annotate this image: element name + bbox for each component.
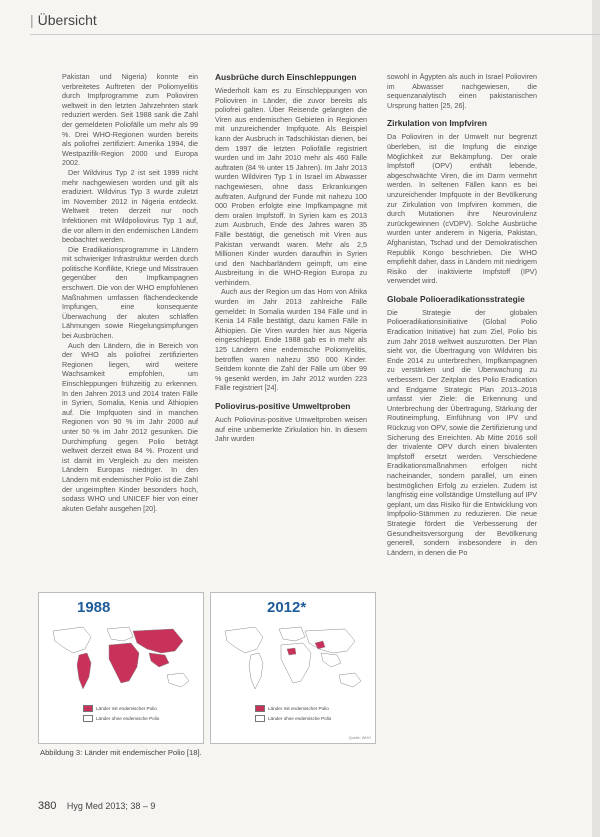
legend-swatch-free <box>255 715 265 722</box>
map-1988 <box>38 592 204 744</box>
map-legend <box>255 705 331 725</box>
paragraph: Der Wildvirus Typ 2 ist seit 1999 nicht mehr nachgewiesen worden und gilt als eradiziert. Wildvirus Typ 3 wurde zuletzt im November 2012 in Nigeria entdeckt. Weltweit treten derzeit nur noch Infektionen mit Wildpoliovirus Typ 1 auf, die vor allem in den endemischen Ländern beobachtet werden. <box>62 167 198 245</box>
paragraph: Auch den Ländern, die in Bereich von der WHO als poliofrei zertifizierten Regionen liegen, wird weitere Wachsamkeit empfohlen, um Einschleppungen frühzeitig zu erkennen. In den Jahren 2013 und 2014 traten Fälle in Syrien, Somalia, Kenia und Äthiopien auf. Die Impfquoten sind in manchen Regionen von 90 % im Jahr 2000 auf unter 50 % im Jahr 2012 gesunken. Die Durchimpfung gegen Polio beträgt weltweit derzeit etwa 84 %. Prozent und ist damit im Vergleich zu den meisten Ländern Europas niedriger. In den Ländern mit endemischer Polio ist die Zahl der ungeimpften Kinder besonders hoch, sodass WHO und UNICEF hier von einer akuten Gefahr ausgehen [20]. <box>62 340 198 513</box>
legend-label-free: Länder ohne endemische Polio <box>96 716 160 721</box>
paragraph: Pakistan und Nigeria) konnte ein verbreitetes Auftreten der Poliomyelitis durch Impfprogramme zum Polioviren weltweit in den letzten Jahrzehnten stark reduziert werden. Seit 1988 sank die Zahl der gemeldeten Poliofälle um mehr als 99 %. Drei WHO-Regionen wurden bereits als poliofrei zertifiziert: Amerika 1994, die Westpazifik-Region 2000 und Europa 2002. <box>62 72 198 168</box>
figure-caption: Abbildung 3: Länder mit endemischer Polio [18]. <box>40 748 202 757</box>
map-year-label: 1988 <box>77 599 111 616</box>
figure-polio-maps <box>38 592 376 742</box>
legend-label-endemic: Länder mit endemischer Polio <box>268 706 329 711</box>
journal-citation: Hyg Med 2013; 38 – 9 <box>66 801 156 811</box>
page-number: 380 <box>38 800 57 812</box>
paragraph: Auch Poliovirus-positive Umweltproben weisen auf eine unbemerkte Zirkulation hin. In diesem Jahr wurden <box>215 415 367 444</box>
section-header: | Übersicht <box>30 12 97 28</box>
world-map-1988 <box>43 619 199 703</box>
paragraph: Wiederholt kam es zu Einschleppungen von Polioviren in Länder, die zuvor bereits als poliofrei galten. Über Reisende gelangten die Viren aus endemischen Gebieten in Regionen mit unzureichender Impfquote. Als Beispiel kann der Ausbruch in Tadschikistan dienen, bei dem 1997 die letzten Poliofälle registriert wurden und im Jahr 2010 mehr als 460 Fälle auftraten (84 % unter 15 Jahren). Im Jahr 2013 wurden Wildviren Typ 1 in Israel im Abwasser nachgewiesen, ohne dass Erkrankungen auftraten. Aufgrund der Funde mit nahezu 100 000 Proben erfolgte eine Impfkampagne mit dem oralen Impfstoff. In Syrien kam es 2013 zum Ausbruch, Ende des Jahres waren 35 Fälle bestätigt, die genetisch mit Viren aus Pakistan verwandt waren. Mehr als 2,5 Millionen Kinder wurden daraufhin in Syrien und den Nachbarländern geimpft, um eine Ausbreitung in die WHO-Region Europa zu verhindern. <box>215 86 367 287</box>
legend-swatch-endemic <box>255 705 265 712</box>
map-year-label: 2012* <box>267 599 307 616</box>
section-heading: Ausbrüche durch Einschleppungen <box>215 72 357 82</box>
header-rule <box>30 34 600 35</box>
paragraph: Auch aus der Region um das Horn von Afrika wurden im Jahr 2013 zahlreiche Fälle gemeldet: In Somalia wurden 194 Fälle und in Kenia 14 Fälle bestätigt, dazu kamen Fälle in Äthiopien. Die Viren wurden hier aus Nigeria eingeschleppt. Ende 1988 gab es in mehr als 125 Ländern eine endemische Poliomyelitis, betroffen waren nahezu 350 000 Kinder. Seitdem konnte die Zahl der Fälle um über 99 % gesenkt werden, im Jahr 2012 wurden 223 Fälle registriert [24]. <box>215 287 367 393</box>
section-heading: Zirkulation von Impfviren <box>387 118 488 129</box>
map-legend <box>83 705 159 725</box>
paragraph: Die Strategie der globalen Polioeradikationsinitiative (Global Polio Eradication Initiative) hat zum Ziel, Polio bis zum Jahr 2018 weltweit auszurotten. Der Plan sieht vor, die Übertragung von Wildviren bis Ende 2014 zu unterbrechen, Impfkampagnen zu verstärken und die Überwachung zu verbessern. Der Zeitplan des Polio Eradication and Endgame Strategic Plan 2013–2018 umfasst vier Ziele: die Erkennung und Unterbrechung der Übertragung, Stärkung der Routineimpfung, Einführung von IPV und Rückzug von OPV, sowie die Zertifizierung und Sicherung des Erreichten. Ab Mitte 2016 soll der trivalente OPV durch einen bivalenten Impfstoff ersetzt werden. Verschiedene Eradikationsmaßnahmen erfolgen nicht nacheinander, sondern parallel, um einen bestmöglichen Erfolg zu erzielen. Zudem ist langfristig eine vollständige Umstellung auf IPV geplant, um das Risiko für die Entwicklung von Impfpolio-Stämmen zu reduzieren. Die neue Strategie fördert die Verbesserung der Gesundheitsversorgung der Bevölkerung generell, sondern insbesondere in den Ländern, in denen die Po <box>387 307 537 557</box>
page-edge-strip <box>592 0 600 837</box>
paragraph: Die Eradikationsprogramme in Ländern mit schwieriger Infrastruktur werden durch politische Konflikte, Kriege und Misstrauen gegenüber den Impfkampagnen erschwert. Die von der WHO empfohlenen Maßnahmen umfassen flächendeckende Impfungen, eine konsequente Überwachung der akuten schlaffen Lähmungen sowie Riegelungsimpfungen bei Ausbrüchen. <box>62 244 198 341</box>
section-heading: Globale Polioeradikationsstrategie <box>387 293 525 304</box>
page-footer <box>38 800 155 812</box>
text-column-3 <box>387 72 537 557</box>
map-2012 <box>210 592 376 744</box>
legend-swatch-free <box>83 715 93 722</box>
section-heading: Poliovirus-positive Umweltproben <box>215 401 351 411</box>
legend-swatch-endemic <box>83 705 93 712</box>
text-column-2 <box>215 72 367 444</box>
legend-label-endemic: Länder mit endemischer Polio <box>96 706 157 711</box>
section-title: Übersicht <box>37 12 97 28</box>
legend-label-free: Länder ohne endemische Polio <box>268 716 332 721</box>
map-source: Quelle: WHO <box>348 736 371 740</box>
text-column-1 <box>62 72 198 513</box>
world-map-2012 <box>215 619 371 703</box>
paragraph: Da Polioviren in der Umwelt nur begrenzt überleben, ist die Impfung die einzige Möglichkeit zur Bekämpfung. Der orale Impfstoff (OPV) enthält lebende, abgeschwächte Viren, die im Darm vermehrt werden. In seltenen Fällen kann es bei unzureichender Impfquote in der Bevölkerung zur Zirkulation von Impfviren kommen, die durch Mutationen ihre Neurovirulenz zurückgewinnen (cVDPV). Solche Ausbrüche wurden unter anderem in Nigeria, Pakistan, Afghanistan, Tschad und der Demokratischen Republik Kongo beschrieben. Die WHO empfiehlt daher, dass in Ländern mit niedrigem Risiko der inaktivierte Impfstoff (IPV) verwendet wird. <box>387 132 537 286</box>
paragraph: sowohl in Ägypten als auch in Israel Polioviren im Abwasser nachgewiesen, die sequenzanalytisch einen pakistanischen Ursprung hatten [25, 26]. <box>387 72 537 110</box>
